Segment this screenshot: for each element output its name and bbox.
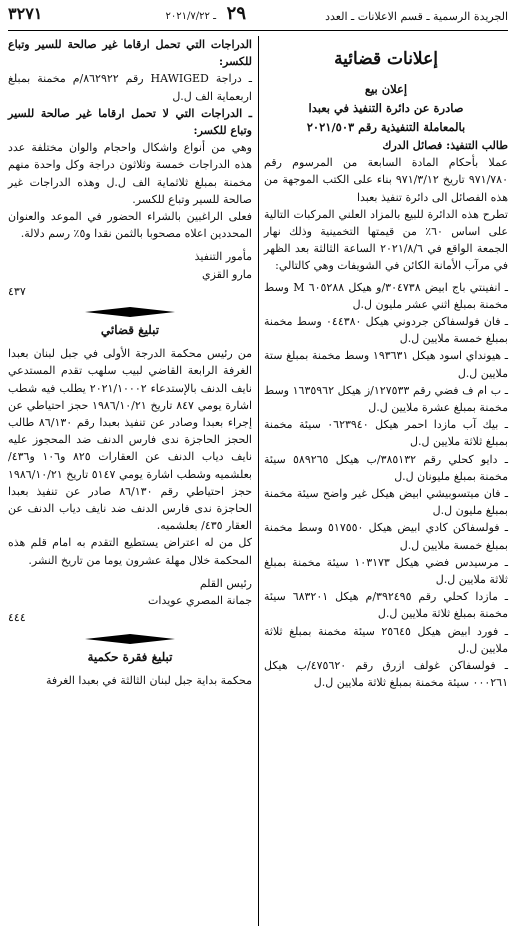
- objection-paragraph: كل من له اعتراض يستطيع التقدم به امام قلم هذه المحكمة خلال مهلة عشرون يوما من تاريخ النشر.: [8, 536, 252, 567]
- vehicle-item: ـ مرسيدس فضي هيكل ١٠٣١٧٣ سيئة مخمنة بمبلغ ثلاثة ملايين ل.ل: [264, 555, 508, 587]
- ruling-paragraph: محكمة بداية جبل لبنان الثالثة في بعبدا الغرفة: [45, 673, 252, 687]
- column-divider: [258, 36, 259, 926]
- judicial-notice-paragraph: من رئيس محكمة الدرجة الأولى في جبل لبنان بعبدا الغرفة الرابعة القاضي لبيب سلهب تقدم المستدعي نايف الدنف بالإستدعاء ٢٠٢١/١٠٠٠٢ يطلب فيه شطب اشارة يومي ٨٤٧ تاريخ ١٩٨٦/١٠/٢١ حجز احتياطي عن إجراء بعبدا وصادر عن تنفيذ بعبدا رقم ٨٦/١٣٠ طالب الحجز الحاجزة ندى فارس الدنف ضد المحجوز عليه نايف دياب الدنف عن العقارات ٨٢٥ و١٠٦ و٤٣٦/ بعلشميه وشطب اشارة يومي ٥١٤٧ تاريخ ١٩٨٦/١٠/٢١ حجز احتياطي رقم ٨٦/١٣٠ صادر عن تنفيذ بعبدا الحاجزة ندى فارس الدنف ضد نايف دياب الدنف عن العقار ٤٣٥/ بعلشميه.: [8, 347, 253, 533]
- signature-name: مارو القزي: [201, 267, 252, 281]
- page-header: [8, 3, 508, 28]
- sale-paragraph-1: عملا بأحكام المادة السابعة من المرسوم رقم ٩٧١/٧٨٠ تاريخ ٩٧١/٣/١٢ بناء على الكتب الموجهة من هذه الفصائل الى دائرة تنفيذ بعبدا: [264, 156, 508, 204]
- bikes-paragraph: وهي من أنواع واشكال واحجام والوان مختلفة عدد هذه الدراجات خمسة وثلاثون دراجة وكل واحدة منهم مخمنة بمبلغ ثلاثماية الف ل.ل وهذه الدراجات غير صالحة للسير وتباع للكسر.: [8, 141, 252, 206]
- applicant-line: طالب التنفيذ: فصائل الدرك: [382, 139, 508, 152]
- vehicle-item: ـ هيونداي اسود هيكل ١٩٣٦٣١ وسط مخمنة بمبلغ ستة ملايين ل.ل: [264, 349, 508, 380]
- hawiged-bike-item: ـ دراجة HAWIGED رقم ٨٦٢٩٢٢/م مخمنة بمبلغ اربعماية الف ل.ل: [8, 72, 252, 103]
- vehicle-item: ـ فولسفاكن غولف ازرق رقم ٤٧٥٦٢٠/ب هيكل ٠٠٠٢٦١ سيئة مخمنة بمبلغ ثلاثة ملايين ل.ل: [264, 659, 508, 690]
- signature-title: مأمور التنفيذ: [194, 250, 252, 264]
- sale-subheading-1: صادرة عن دائرة التنفيذ في بعبدا: [308, 101, 464, 115]
- right-column: [264, 36, 508, 692]
- numbered-bikes-heading: الدراجات التي تحمل ارقاما غير صالحة للسير وتباع للكسر:: [8, 38, 252, 69]
- unnumbered-bikes-heading: ـ الدراجات التي لا تحمل ارقاما غير صالحة للسير وتباع للكسر:: [8, 106, 252, 138]
- signature-block-2: [8, 575, 252, 609]
- signature-title: رئيس القلم: [199, 576, 252, 590]
- vehicle-item: ـ مازدا كحلي رقم ٣٩٢٤٩٥/م هيكل ٦٨٣٢٠١ سيئة مخمنة بمبلغ ثلاثة ملايين ل.ل: [264, 590, 508, 621]
- header-rule: [8, 30, 508, 31]
- issue-number: ٢٩: [226, 3, 246, 24]
- signature-name: جمانة المصري عويدات: [148, 594, 252, 608]
- ruling-notice-title: تبليغ فقرة حكمية: [87, 649, 173, 664]
- buyers-paragraph: فعلى الراغبين بالشراء الحضور في الموعد والعنوان المحددين اعلاه مصحوبا بالثمن نقدا و٥٪ رسم دلالة.: [8, 210, 252, 241]
- reference-number: ٤٣٧: [8, 284, 26, 298]
- sale-subheading-2: بالمعاملة التنفيذية رقم ٢٠٢١/٥٠٣: [306, 120, 466, 134]
- vehicle-item: ـ انفينتي باج ابيض ٣٠٤٧٣٨/و هيكل ٦٠٥٢٨٨ M وسط مخمنة بمبلغ اثني عشر مليون ل.ل: [264, 280, 508, 311]
- separator-ornament-icon: [85, 633, 175, 645]
- vehicle-item: ـ فان ميتسوبيشي ابيض هيكل غير واضح سيئة مخمنة بمبلغ مليون ل.ل: [264, 487, 508, 518]
- gazette-name: الجريدة الرسمية ـ قسم الاعلانات ـ العدد: [325, 10, 508, 23]
- reference-number: ٤٤٤: [8, 611, 26, 625]
- signature-block-1: [8, 248, 252, 282]
- judicial-notice-title: تبليغ قضائي: [100, 323, 160, 338]
- vehicle-item: ـ فورد ابيض هيكل ٢٥٦٤٥ سيئة مخمنة بمبلغ ثلاثة ملايين ل.ل: [264, 624, 508, 655]
- vehicle-item: ـ ب ام ف فضي رقم ١٢٧٥٣٣/ز هيكل ١٦٣٥٩٦٢ وسط مخمنة بمبلغ عشرة ملايين ل.ل: [264, 383, 509, 415]
- issue-date: ـ ٢٠٢١/٧/٢٢: [165, 11, 216, 22]
- vehicle-item: ـ فولسفاكن كادي ابيض هيكل ٥١٧٥٥٠ وسط مخمنة بمبلغ خمسة ملايين ل.ل: [264, 521, 508, 552]
- page-number: ٣٢٧١: [8, 4, 43, 23]
- sale-paragraph-2: تطرح هذه الدائرة للبيع بالمزاد العلني المركبات التالية على اساس ٦٠٪ من قيمتها التخمينية وذلك نهار الجمعة الواقع في ٢٠٢١/٨/٦ الساعة الثالثة بعد الظهر في مرآب الأمانة الكائن في الشويفات وهي كالتالي:: [264, 207, 508, 273]
- left-column: [8, 36, 252, 689]
- vehicle-item: ـ دايو كحلي رقم ٣٨٥١٣٢/ب هيكل ٥٨٩٢٦٥ سيئة مخمنة بمبلغ مليونان ل.ل: [264, 452, 508, 483]
- sale-heading: إعلان بيع: [364, 82, 408, 96]
- vehicle-item: ـ فان فولسفاكن جردوني هيكل ٠٤٤٣٨٠ وسط مخمنة بمبلغ خمسة ملايين ل.ل: [264, 315, 508, 346]
- vehicle-item: ـ بيك آب مازدا احمر هيكل ٠٦٢٣٩٤٠ سيئة مخمنة بمبلغ ثلاثة ملايين ل.ل: [264, 418, 508, 449]
- section-title: إعلانات قضائية: [334, 49, 438, 69]
- separator-ornament-icon: [85, 306, 175, 318]
